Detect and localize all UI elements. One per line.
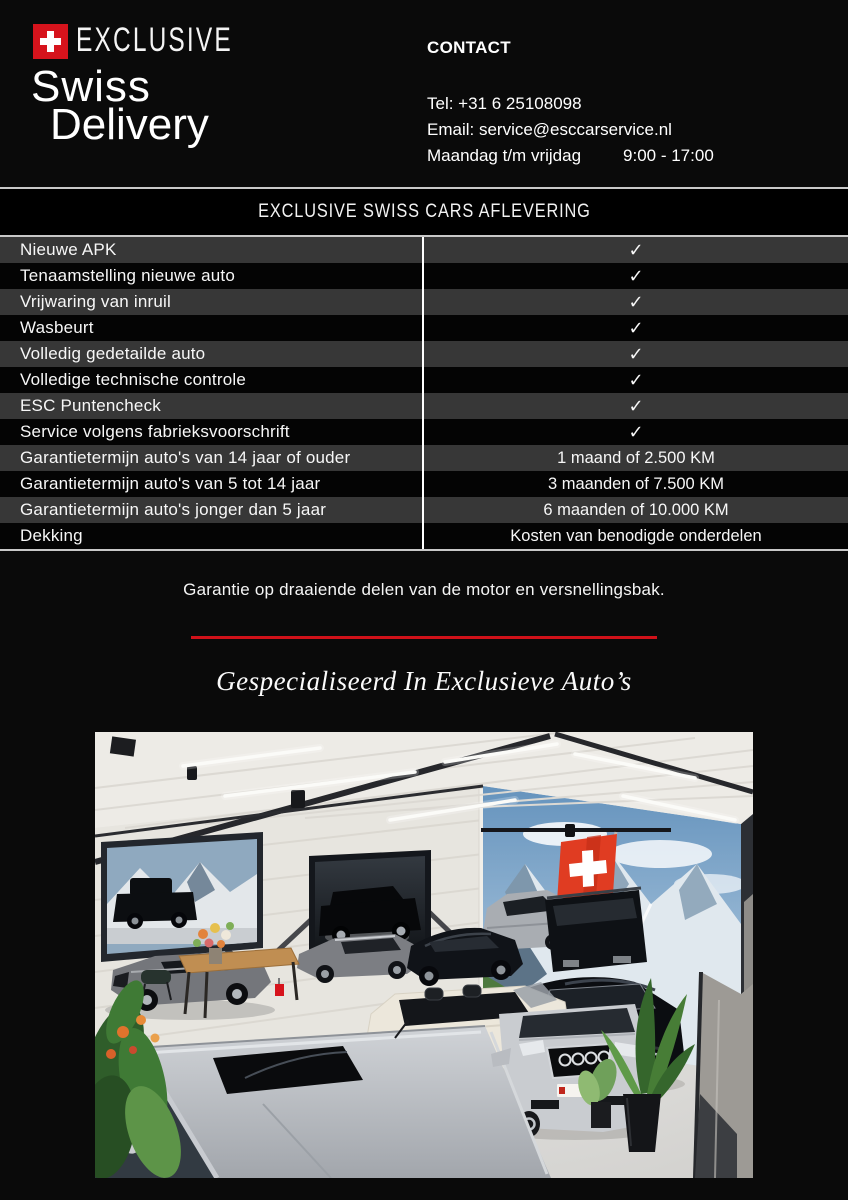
hours-label: Maandag t/m vrijdag	[427, 146, 582, 165]
logo-word-exclusive: EXCLUSIVE	[76, 21, 233, 59]
row-checkmark: ✓	[628, 291, 644, 312]
table-row	[0, 393, 848, 419]
row-value: 3 maanden of 7.500 KM	[547, 474, 725, 493]
row-label: Garantietermijn auto's jonger dan 5 jaar	[0, 497, 424, 523]
table-row	[0, 523, 848, 549]
row-checkmark: ✓	[628, 395, 644, 416]
row-checkmark: ✓	[628, 421, 644, 442]
header	[0, 0, 848, 187]
red-divider	[191, 636, 657, 639]
row-checkmark: ✓	[628, 369, 644, 390]
row-label: ESC Puntencheck	[0, 393, 424, 419]
contact-heading: CONTACT	[427, 38, 511, 57]
row-label: Volledig gedetailde auto	[0, 341, 424, 367]
guarantee-note: Garantie op draaiende delen van de motor en versnellingsbak.	[183, 580, 665, 599]
table-row	[0, 263, 848, 289]
row-checkmark: ✓	[628, 317, 644, 338]
table-row	[0, 237, 848, 263]
row-label: Garantietermijn auto's van 5 tot 14 jaar	[0, 471, 424, 497]
row-label: Dekking	[0, 523, 424, 549]
showroom-photo	[95, 732, 753, 1178]
table-row	[0, 419, 848, 445]
contact-phone: Tel: +31 6 25108098	[427, 94, 582, 113]
table-row	[0, 289, 848, 315]
table-row	[0, 445, 848, 471]
swiss-flag-icon	[33, 24, 68, 59]
table-row	[0, 315, 848, 341]
service-table-body	[0, 237, 848, 549]
table-row	[0, 341, 848, 367]
row-checkmark: ✓	[628, 343, 644, 364]
row-label: Wasbeurt	[0, 315, 424, 341]
contact-email: Email: service@esccarservice.nl	[427, 120, 672, 139]
contact-block	[427, 38, 714, 169]
row-value: Kosten van benodigde onderdelen	[510, 526, 762, 545]
table-title-band	[0, 189, 848, 235]
contact-hours	[427, 143, 714, 169]
hours-value: 9:00 - 17:00	[623, 146, 714, 165]
divider-table-bottom	[0, 549, 848, 551]
row-checkmark: ✓	[628, 265, 644, 286]
row-checkmark: ✓	[628, 239, 644, 260]
logo-word-swiss: Swiss	[31, 62, 151, 111]
row-label: Garantietermijn auto's van 14 jaar of ouder	[0, 445, 424, 471]
row-label: Volledige technische controle	[0, 367, 424, 393]
row-label: Tenaamstelling nieuwe auto	[0, 263, 424, 289]
table-row	[0, 497, 848, 523]
tagline: Gespecialiseerd In Exclusieve Auto’s	[216, 666, 632, 696]
row-value: 6 maanden of 10.000 KM	[543, 500, 729, 519]
logo-word-delivery: Delivery	[50, 100, 209, 149]
row-label: Nieuwe APK	[0, 237, 424, 263]
table-row	[0, 471, 848, 497]
row-label: Vrijwaring van inruil	[0, 289, 424, 315]
row-label: Service volgens fabrieksvoorschrift	[0, 419, 424, 445]
table-title: EXCLUSIVE SWISS CARS AFLEVERING	[257, 201, 591, 222]
row-value: 1 maand of 2.500 KM	[557, 448, 715, 467]
table-row	[0, 367, 848, 393]
